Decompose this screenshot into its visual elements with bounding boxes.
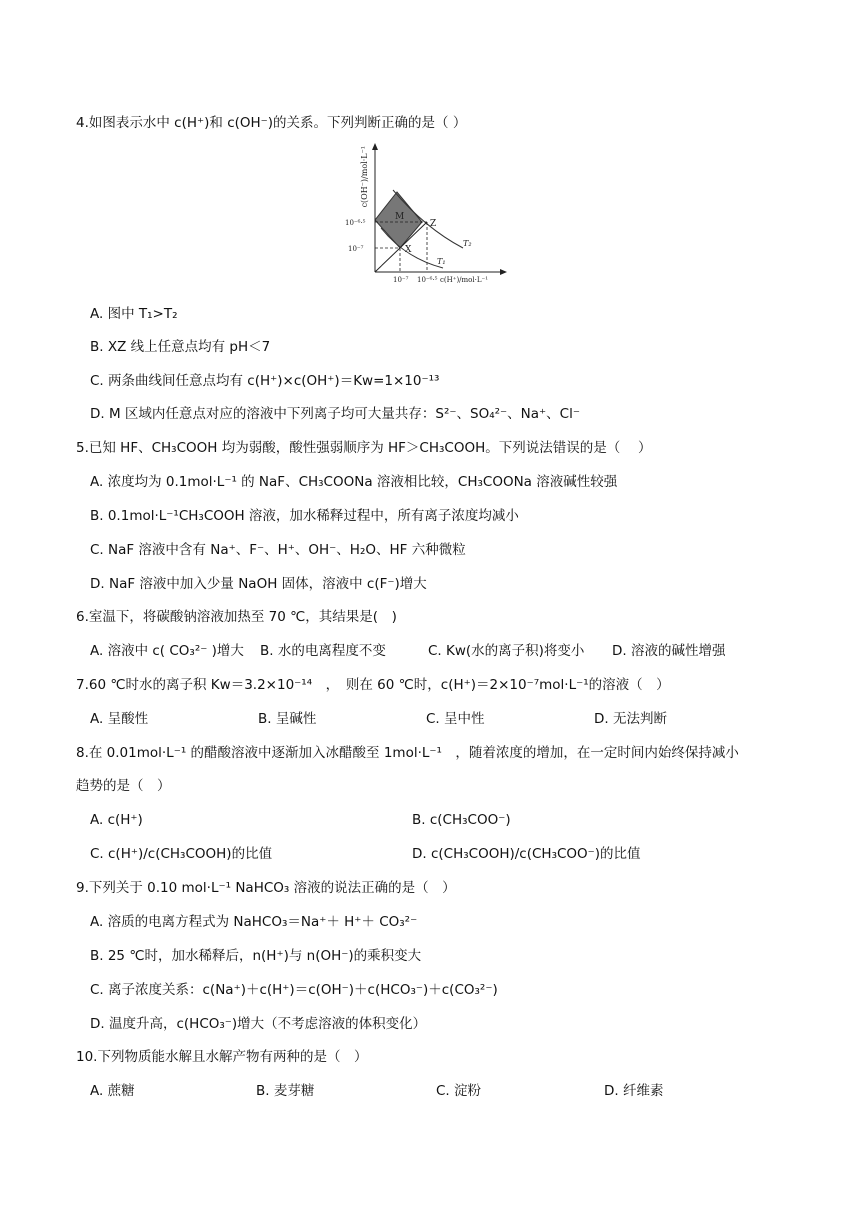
figure-ylabel: c(OH⁻)/mol·L⁻¹ (360, 146, 369, 208)
water-ion-product-figure (345, 140, 515, 290)
q9-option-d: D. 温度升高，c(HCO₃⁻)增大（不考虑溶液的体积变化） (90, 1016, 427, 1032)
q10-option-b: B. 麦芽糖 (256, 1083, 315, 1099)
q10-option-c: C. 淀粉 (436, 1083, 482, 1099)
q7-option-c: C. 呈中性 (426, 711, 485, 727)
q9-option-c: C. 离子浓度关系：c(Na⁺)＋c(H⁺)＝c(OH⁻)＋c(HCO₃⁻)＋c(CO₃²⁻) (90, 982, 498, 998)
q7-option-d: D. 无法判断 (594, 711, 667, 727)
figure-xlabel: c(H⁺)/mol·L⁻¹ (440, 276, 489, 284)
q10-option-a: A. 蔗糖 (90, 1083, 135, 1099)
question-10-stem: 10.下列物质能水解且水解产物有两种的是（ ） (76, 1049, 368, 1065)
q5-option-d: D. NaF 溶液中加入少量 NaOH 固体，溶液中 c(F⁻)增大 (90, 576, 427, 592)
q8-option-a: A. c(H⁺) (90, 812, 143, 828)
q5-option-b: B. 0.1mol·L⁻¹CH₃COOH 溶液，加水稀释过程中，所有离子浓度均减小 (90, 508, 519, 524)
q9-option-b: B. 25 ℃时，加水稀释后，n(H⁺)与 n(OH⁻)的乘积变大 (90, 948, 422, 964)
q5-option-c: C. NaF 溶液中含有 Na⁺、F⁻、H⁺、OH⁻、H₂O、HF 六种微粒 (90, 542, 466, 558)
q8-option-c: C. c(H⁺)/c(CH₃COOH)的比值 (90, 846, 273, 862)
q4-option-a: A. 图中 T₁>T₂ (90, 306, 178, 322)
q6-option-c: C. Kw(水的离子积)将变小 (428, 643, 585, 659)
question-5-stem: 5.已知 HF、CH₃COOH 均为弱酸，酸性强弱顺序为 HF＞CH₃COOH。下列说法错误的是（ ） (76, 440, 652, 456)
point-m: M (395, 212, 405, 222)
q5-option-a: A. 浓度均为 0.1mol·L⁻¹ 的 NaF、CH₃COONa 溶液相比较，CH₃COONa 溶液碱性较强 (90, 474, 618, 490)
x-tick-2: 10⁻⁶·⁵ (417, 276, 438, 284)
curve-t2-label: T₂ (463, 239, 472, 248)
q4-option-b: B. XZ 线上任意点均有 pH＜7 (90, 339, 271, 355)
q7-option-a: A. 呈酸性 (90, 711, 149, 727)
q8-option-b: B. c(CH₃COO⁻) (412, 812, 511, 828)
question-7-stem: 7.60 ℃时水的离子积 Kw＝3.2×10⁻¹⁴ ， 则在 60 ℃时，c(H⁺)＝2×10⁻⁷mol·L⁻¹的溶液（ ） (76, 677, 670, 693)
x-tick-1: 10⁻⁷ (393, 276, 409, 284)
q8-option-d: D. c(CH₃COOH)/c(CH₃COO⁻)的比值 (412, 846, 641, 862)
question-8-stem-line1: 8.在 0.01mol·L⁻¹ 的醋酸溶液中逐渐加入冰醋酸至 1mol·L⁻¹ ，随着浓度的增加，在一定时间内始终保持减小 (76, 745, 739, 761)
question-4-stem: 4.如图表示水中 c(H⁺)和 c(OH⁻)的关系。下列判断正确的是（ ） (76, 115, 467, 131)
question-9-stem: 9.下列关于 0.10 mol·L⁻¹ NaHCO₃ 溶液的说法正确的是（ ） (76, 880, 456, 896)
q6-option-d: D. 溶液的碱性增强 (612, 643, 726, 659)
q9-option-a: A. 溶质的电离方程式为 NaHCO₃＝Na⁺＋ H⁺＋ CO₃²⁻ (90, 914, 418, 930)
y-tick-2: 10⁻⁷ (348, 245, 364, 253)
point-z: Z (430, 219, 437, 229)
q4-option-d: D. M 区域内任意点对应的溶液中下列离子均可大量共存：S²⁻、SO₄²⁻、Na⁺、Cl⁻ (90, 406, 580, 422)
q7-option-b: B. 呈碱性 (258, 711, 317, 727)
q6-option-b: B. 水的电离程度不变 (260, 643, 386, 659)
q4-option-c: C. 两条曲线间任意点均有 c(H⁺)×c(OH⁺)＝Kw=1×10⁻¹³ (90, 373, 440, 389)
y-tick-1: 10⁻⁶·⁵ (345, 219, 366, 227)
q10-option-d: D. 纤维素 (604, 1083, 664, 1099)
question-8-stem-line2: 趋势的是（ ） (76, 778, 171, 794)
curve-t1-label: T₁ (437, 257, 446, 266)
q6-option-a: A. 溶液中 c( CO₃²⁻ )增大 (90, 643, 244, 659)
point-x: X (405, 245, 412, 255)
question-6-stem: 6.室温下，将碳酸钠溶液加热至 70 ℃，其结果是( ) (76, 609, 397, 625)
